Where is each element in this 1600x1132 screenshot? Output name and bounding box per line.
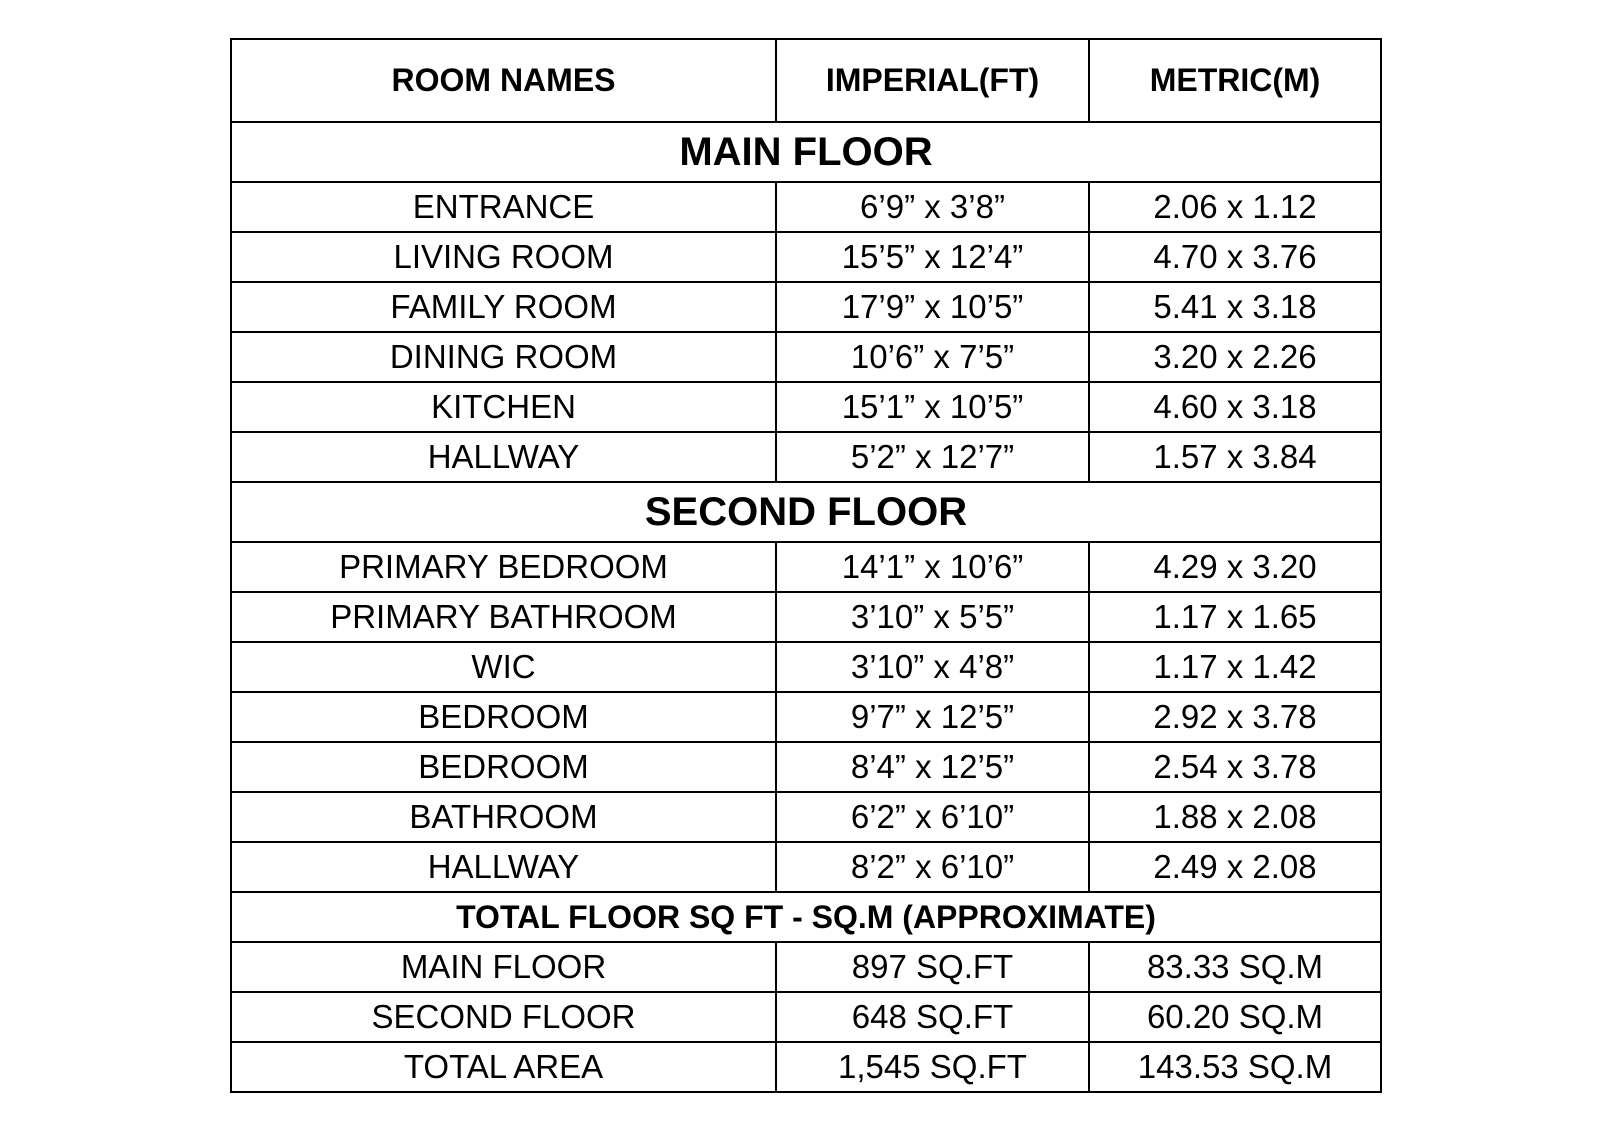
room-name: BATHROOM [231,792,776,842]
imperial-dimension: 3’10” x 4’8” [776,642,1089,692]
room-name: KITCHEN [231,382,776,432]
room-name: HALLWAY [231,432,776,482]
room-dimensions-sheet [230,38,1380,1093]
table-row [231,592,1381,642]
table-row [231,282,1381,332]
imperial-dimension: 14’1” x 10’6” [776,542,1089,592]
table-row [231,382,1381,432]
room-dimensions-table [230,38,1382,1093]
header-metric: METRIC(M) [1089,39,1381,122]
metric-dimension: 1.17 x 1.42 [1089,642,1381,692]
table-row [231,692,1381,742]
metric-dimension: 5.41 x 3.18 [1089,282,1381,332]
table-row [231,942,1381,992]
table-row [231,232,1381,282]
metric-dimension: 1.88 x 2.08 [1089,792,1381,842]
metric-dimension: 2.54 x 3.78 [1089,742,1381,792]
metric-dimension: 2.49 x 2.08 [1089,842,1381,892]
table-row [231,1042,1381,1092]
metric-dimension: 2.06 x 1.12 [1089,182,1381,232]
table-row [231,542,1381,592]
area-label: MAIN FLOOR [231,942,776,992]
section-title: MAIN FLOOR [231,122,1381,182]
imperial-dimension: 8’4” x 12’5” [776,742,1089,792]
table-row [231,432,1381,482]
area-label: SECOND FLOOR [231,992,776,1042]
room-name: ENTRANCE [231,182,776,232]
metric-dimension: 3.20 x 2.26 [1089,332,1381,382]
section-title: TOTAL FLOOR SQ FT - SQ.M (APPROXIMATE) [231,892,1381,942]
room-name: PRIMARY BEDROOM [231,542,776,592]
metric-dimension: 1.17 x 1.65 [1089,592,1381,642]
table-row [231,332,1381,382]
imperial-dimension: 15’5” x 12’4” [776,232,1089,282]
area-metric: 60.20 SQ.M [1089,992,1381,1042]
metric-dimension: 4.60 x 3.18 [1089,382,1381,432]
header-imperial: IMPERIAL(FT) [776,39,1089,122]
imperial-dimension: 9’7” x 12’5” [776,692,1089,742]
metric-dimension: 4.29 x 3.20 [1089,542,1381,592]
area-imperial: 1,545 SQ.FT [776,1042,1089,1092]
area-imperial: 648 SQ.FT [776,992,1089,1042]
room-name: BEDROOM [231,692,776,742]
section-title: SECOND FLOOR [231,482,1381,542]
table-row [231,792,1381,842]
header-room-names: ROOM NAMES [231,39,776,122]
metric-dimension: 4.70 x 3.76 [1089,232,1381,282]
table-row [231,182,1381,232]
imperial-dimension: 10’6” x 7’5” [776,332,1089,382]
room-name: HALLWAY [231,842,776,892]
room-name: WIC [231,642,776,692]
metric-dimension: 2.92 x 3.78 [1089,692,1381,742]
room-name: DINING ROOM [231,332,776,382]
imperial-dimension: 6’9” x 3’8” [776,182,1089,232]
table-row [231,642,1381,692]
imperial-dimension: 8’2” x 6’10” [776,842,1089,892]
area-metric: 83.33 SQ.M [1089,942,1381,992]
metric-dimension: 1.57 x 3.84 [1089,432,1381,482]
room-name: LIVING ROOM [231,232,776,282]
section-totals [231,892,1381,942]
room-name: FAMILY ROOM [231,282,776,332]
area-label: TOTAL AREA [231,1042,776,1092]
table-row [231,842,1381,892]
table-header-row [231,39,1381,122]
area-imperial: 897 SQ.FT [776,942,1089,992]
imperial-dimension: 5’2” x 12’7” [776,432,1089,482]
section-second-floor [231,482,1381,542]
table-row [231,742,1381,792]
section-main-floor [231,122,1381,182]
table-row [231,992,1381,1042]
imperial-dimension: 15’1” x 10’5” [776,382,1089,432]
room-name: BEDROOM [231,742,776,792]
area-metric: 143.53 SQ.M [1089,1042,1381,1092]
imperial-dimension: 6’2” x 6’10” [776,792,1089,842]
imperial-dimension: 3’10” x 5’5” [776,592,1089,642]
imperial-dimension: 17’9” x 10’5” [776,282,1089,332]
room-name: PRIMARY BATHROOM [231,592,776,642]
